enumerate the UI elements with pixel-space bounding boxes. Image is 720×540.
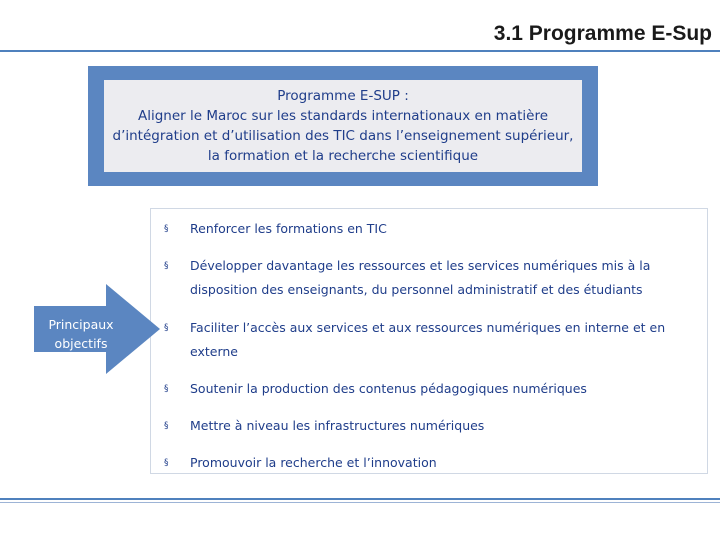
program-summary-box bbox=[88, 66, 598, 186]
top-divider bbox=[0, 50, 720, 52]
bullet-icon: § bbox=[164, 384, 169, 394]
objective-text: Développer davantage les ressources et les services numériques mis à la disposition des enseignants, du personnel administratif et des étudiants bbox=[190, 258, 651, 297]
bullet-icon: § bbox=[164, 421, 169, 431]
objective-text: Mettre à niveau les infrastructures numériques bbox=[190, 418, 485, 433]
objective-text: Renforcer les formations en TIC bbox=[190, 221, 387, 236]
objective-text: Faciliter l’accès aux services et aux ressources numériques en interne et en externe bbox=[190, 320, 666, 359]
bottom-divider-secondary bbox=[0, 502, 720, 503]
objective-text: Promouvoir la recherche et l’innovation bbox=[190, 455, 437, 470]
bottom-divider bbox=[0, 498, 720, 500]
objective-text: Soutenir la production des contenus pédagogiques numériques bbox=[190, 381, 587, 396]
program-heading: Programme E-SUP : bbox=[277, 87, 409, 104]
bullet-icon: § bbox=[164, 261, 169, 271]
slide-title: 3.1 Programme E-Sup bbox=[493, 22, 712, 45]
bullet-icon: § bbox=[164, 323, 169, 333]
bullet-icon: § bbox=[164, 458, 169, 468]
program-summary-content bbox=[104, 80, 582, 172]
bullet-icon: § bbox=[164, 224, 169, 234]
arrow-label: Principaux objectifs bbox=[48, 317, 114, 351]
program-description: Aligner le Maroc sur les standards internationaux en matière d’intégration et d’utilisation des TIC dans l’enseignement supérieur, la formation et la recherche scientifique bbox=[112, 107, 574, 164]
